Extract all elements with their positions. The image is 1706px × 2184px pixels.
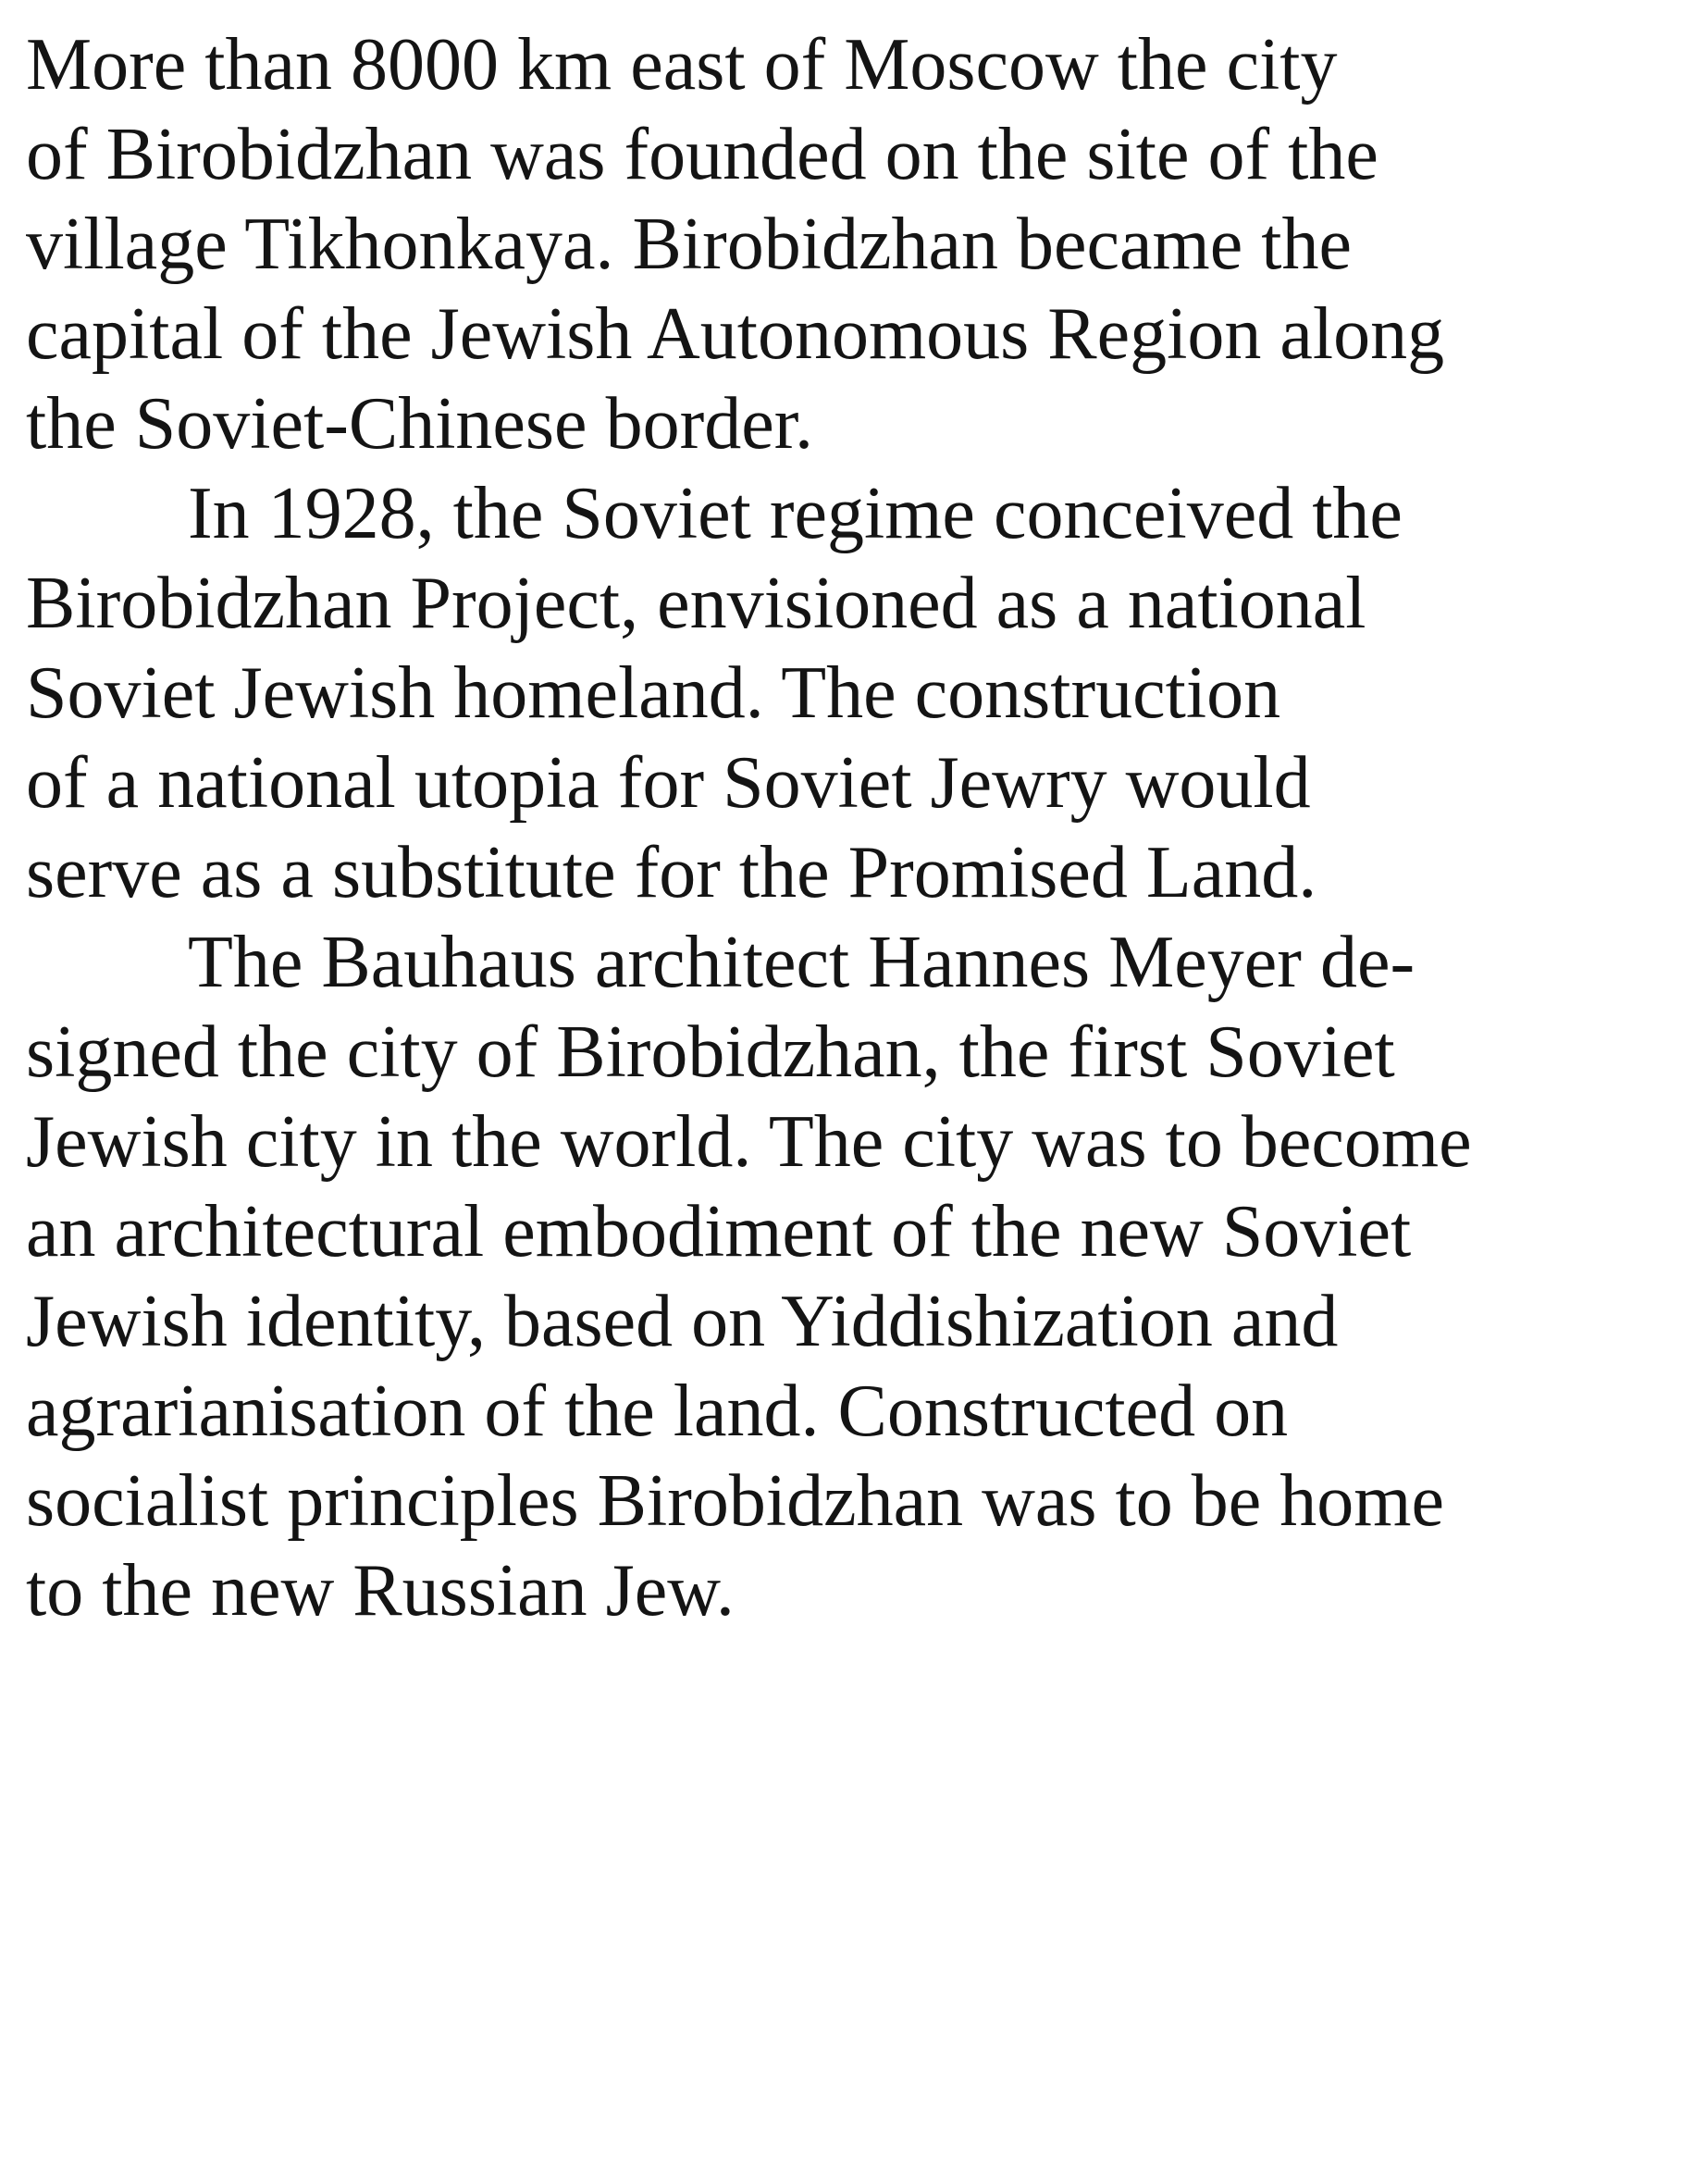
text-line: Jewish city in the world. The city was to become: [26, 1101, 1472, 1183]
text-line: In 1928, the Soviet regime conceived the: [188, 473, 1403, 554]
text-line: the Soviet-Chinese border.: [26, 383, 813, 465]
text-line: Soviet Jewish homeland. The construction: [26, 652, 1281, 734]
text-line: an architectural embodiment of the new Soviet: [26, 1191, 1412, 1272]
text-line: signed the city of Birobidzhan, the first Soviet: [26, 1011, 1395, 1093]
text-line: Birobidzhan Project, envisioned as a national: [26, 563, 1366, 644]
text-line: agrarianisation of the land. Constructed on: [26, 1371, 1289, 1452]
text-line: capital of the Jewish Autonomous Region along: [26, 293, 1445, 375]
text-line: to the new Russian Jew.: [26, 1550, 735, 1632]
text-line: The Bauhaus architect Hannes Meyer de-: [188, 922, 1415, 1003]
text-line: serve as a substitute for the Promised Land.: [26, 832, 1317, 913]
paragraph-3: [26, 918, 1691, 1636]
text-line: More than 8000 km east of Moscow the city: [26, 24, 1338, 105]
paragraph-1: [26, 20, 1691, 469]
text-line: socialist principles Birobidzhan was to be home: [26, 1460, 1445, 1542]
text-line: Jewish identity, based on Yiddishization and: [26, 1281, 1339, 1362]
text-line: of Birobidzhan was founded on the site of the: [26, 114, 1378, 195]
paragraph-2: [26, 469, 1691, 918]
text-line: of a national utopia for Soviet Jewry would: [26, 742, 1311, 824]
document-body: [26, 20, 1691, 1636]
text-line: village Tikhonkaya. Birobidzhan became the: [26, 204, 1353, 285]
